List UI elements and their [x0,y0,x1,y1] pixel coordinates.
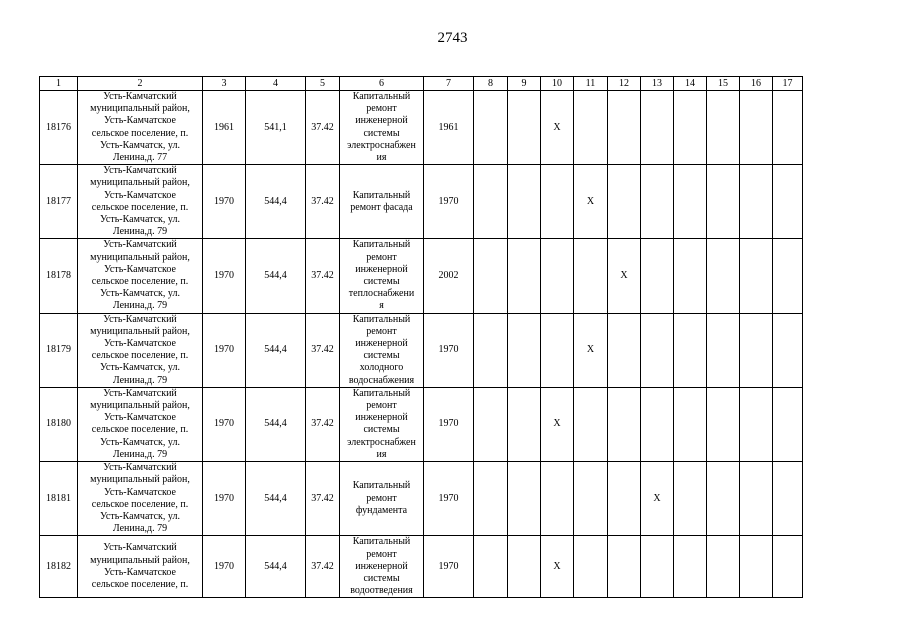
build-year-cell: 1970 [203,462,246,536]
work-type-cell-line: фундамента [355,504,408,516]
address-cell [78,387,203,461]
build-year-cell: 1970 [203,239,246,313]
work-type-cell-line: системы [363,350,400,362]
work-type-cell-line: водоотведения [350,585,413,597]
table-row [40,462,803,536]
code-cell: 37.42 [306,536,340,598]
work-type-cell-line: теплоснабжени [348,288,415,300]
address-cell-line: Ленина,д. 79 [112,374,168,386]
mark-cell [740,462,773,536]
column-header: 1 [40,77,78,91]
mark-cell [707,387,740,461]
column-header: 16 [740,77,773,91]
work-type-cell-line: ремонт фасада [350,201,413,213]
address-cell-line: Усть-Камчатск, ул. [100,510,180,522]
mark-cell [508,91,541,165]
mark-cell [574,536,608,598]
mark-cell [508,462,541,536]
address-cell-line: Усть-Камчатский [103,165,177,177]
mark-cell [574,387,608,461]
mark-cell [641,165,674,239]
mark-cell [773,165,803,239]
address-cell [78,165,203,239]
area-cell: 544,4 [246,462,306,536]
code-cell: 37.42 [306,91,340,165]
address-cell-line: Ленина,д. 79 [112,226,168,238]
area-cell: 541,1 [246,91,306,165]
mark-cell [508,239,541,313]
address-cell-line: Ленина,д. 79 [112,300,168,312]
address-cell-line: Усть-Камчатский [103,91,177,102]
work-type-cell-line: Капитальный [352,480,411,492]
mark-cell: X [541,387,574,461]
data-table [39,76,803,598]
mark-cell: X [574,165,608,239]
address-cell-line: Усть-Камчатский [103,313,177,325]
address-cell-line: Усть-Камчатское [104,486,176,498]
work-type-cell-line: Капитальный [352,313,411,325]
mark-cell [508,313,541,387]
mark-cell [508,387,541,461]
address-cell-line: муниципальный район, [90,103,190,115]
column-header: 8 [474,77,508,91]
address-cell-line: сельское поселение, п. [91,498,189,510]
mark-cell [740,91,773,165]
work-type-cell-line: ремонт [366,251,397,263]
mark-cell: X [608,239,641,313]
work-type-cell-line: инженерной [355,560,408,572]
mark-cell [641,387,674,461]
work-type-cell-line: электроснабжен [347,436,416,448]
address-cell [78,91,203,165]
work-type-cell [340,91,424,165]
mark-cell [707,462,740,536]
work-type-cell-line: я [379,300,384,312]
work-type-cell-line: инженерной [355,338,408,350]
mark-cell [707,536,740,598]
mark-cell [773,387,803,461]
address-cell-line: сельское поселение, п. [91,424,189,436]
area-cell: 544,4 [246,165,306,239]
last-repair-year-cell: 1970 [424,165,474,239]
row-id-cell: 18181 [40,462,78,536]
column-header: 4 [246,77,306,91]
work-type-cell-line: Капитальный [352,239,411,251]
work-type-cell-line: электроснабжен [347,139,416,151]
mark-cell [641,313,674,387]
code-cell: 37.42 [306,239,340,313]
mark-cell [674,91,707,165]
address-cell-line: Усть-Камчатское [104,338,176,350]
address-cell-line: Усть-Камчатский [103,239,177,251]
address-cell-line: сельское поселение, п. [91,276,189,288]
address-cell-line: Усть-Камчатское [104,189,176,201]
mark-cell [740,239,773,313]
address-cell-line: Усть-Камчатский [103,387,177,399]
work-type-cell [340,313,424,387]
build-year-cell: 1961 [203,91,246,165]
address-cell-line: муниципальный район, [90,474,190,486]
mark-cell [574,91,608,165]
column-header: 14 [674,77,707,91]
work-type-cell-line: Капитальный [352,387,411,399]
work-type-cell-line: ия [376,448,387,460]
mark-cell [740,165,773,239]
mark-cell [474,91,508,165]
build-year-cell: 1970 [203,387,246,461]
address-cell-line: Усть-Камчатское [104,412,176,424]
table-row [40,239,803,313]
work-type-cell [340,239,424,313]
last-repair-year-cell: 1970 [424,313,474,387]
build-year-cell: 1970 [203,313,246,387]
mark-cell [608,313,641,387]
code-cell: 37.42 [306,165,340,239]
work-type-cell [340,165,424,239]
mark-cell [474,462,508,536]
address-cell-line: муниципальный район, [90,325,190,337]
mark-cell [773,313,803,387]
table-row [40,165,803,239]
mark-cell: X [541,536,574,598]
code-cell: 37.42 [306,462,340,536]
mark-cell [474,165,508,239]
address-cell-line: Усть-Камчатск, ул. [100,362,180,374]
column-header: 11 [574,77,608,91]
row-id-cell: 18179 [40,313,78,387]
address-cell-line: муниципальный район, [90,251,190,263]
mark-cell: X [574,313,608,387]
mark-cell [541,239,574,313]
mark-cell [608,91,641,165]
mark-cell [474,536,508,598]
address-cell-line: Усть-Камчатский [103,462,177,474]
work-type-cell-line: системы [363,276,400,288]
address-cell-line: Усть-Камчатск, ул. [100,288,180,300]
address-cell-line: сельское поселение, п. [91,350,189,362]
address-cell-line: Ленина,д. 77 [112,152,168,164]
header-row [40,77,803,91]
work-type-cell-line: ремонт [366,400,397,412]
mark-cell [674,239,707,313]
address-cell-line: Усть-Камчатское [104,263,176,275]
address-cell-line: сельское поселение, п. [91,201,189,213]
work-type-cell [340,536,424,598]
mark-cell [773,91,803,165]
mark-cell [674,165,707,239]
address-cell-line: Усть-Камчатское [104,115,176,127]
build-year-cell: 1970 [203,165,246,239]
mark-cell [608,462,641,536]
column-header: 6 [340,77,424,91]
area-cell: 544,4 [246,536,306,598]
mark-cell [674,536,707,598]
work-type-cell [340,387,424,461]
mark-cell [740,536,773,598]
mark-cell [707,165,740,239]
area-cell: 544,4 [246,313,306,387]
column-header: 17 [773,77,803,91]
area-cell: 544,4 [246,387,306,461]
area-cell: 544,4 [246,239,306,313]
address-cell-line: Ленина,д. 79 [112,523,168,535]
mark-cell [641,91,674,165]
address-cell-line: сельское поселение, п. [91,579,189,591]
mark-cell [608,165,641,239]
code-cell: 37.42 [306,387,340,461]
mark-cell [641,536,674,598]
row-id-cell: 18177 [40,165,78,239]
work-type-cell-line: ремонт [366,492,397,504]
last-repair-year-cell: 1970 [424,462,474,536]
mark-cell [474,313,508,387]
address-cell-line: муниципальный район, [90,554,190,566]
mark-cell [474,387,508,461]
mark-cell [474,239,508,313]
column-header: 10 [541,77,574,91]
page-number: 2743 [437,30,468,46]
last-repair-year-cell: 1970 [424,387,474,461]
work-type-cell-line: инженерной [355,263,408,275]
address-cell-line: сельское поселение, п. [91,127,189,139]
address-cell [78,536,203,598]
column-header: 2 [78,77,203,91]
work-type-cell-line: ремонт [366,325,397,337]
column-header: 7 [424,77,474,91]
last-repair-year-cell: 2002 [424,239,474,313]
mark-cell [541,462,574,536]
build-year-cell: 1970 [203,536,246,598]
address-cell-line: Усть-Камчатский [103,542,177,554]
mark-cell [674,387,707,461]
mark-cell [574,239,608,313]
column-header: 13 [641,77,674,91]
work-type-cell [340,462,424,536]
last-repair-year-cell: 1961 [424,91,474,165]
mark-cell [773,536,803,598]
mark-cell [508,165,541,239]
work-type-cell-line: ремонт [366,103,397,115]
row-id-cell: 18178 [40,239,78,313]
table-row [40,387,803,461]
column-header: 12 [608,77,641,91]
work-type-cell-line: системы [363,127,400,139]
code-cell: 37.42 [306,313,340,387]
mark-cell [674,462,707,536]
table-row [40,313,803,387]
address-cell-line: Усть-Камчатск, ул. [100,139,180,151]
mark-cell [707,239,740,313]
mark-cell [740,313,773,387]
last-repair-year-cell: 1970 [424,536,474,598]
mark-cell [574,462,608,536]
table-row [40,91,803,165]
mark-cell [707,313,740,387]
mark-cell [608,536,641,598]
mark-cell [773,462,803,536]
work-type-cell-line: ия [376,152,387,164]
work-type-cell-line: системы [363,572,400,584]
address-cell [78,239,203,313]
work-type-cell-line: Капитальный [352,536,411,548]
address-cell-line: Усть-Камчатск, ул. [100,214,180,226]
mark-cell [541,165,574,239]
address-cell-line: муниципальный район, [90,177,190,189]
mark-cell [740,387,773,461]
mark-cell: X [641,462,674,536]
mark-cell [773,239,803,313]
mark-cell [541,313,574,387]
column-header: 5 [306,77,340,91]
table-row [40,536,803,598]
mark-cell [641,239,674,313]
mark-cell [508,536,541,598]
work-type-cell-line: инженерной [355,115,408,127]
mark-cell [707,91,740,165]
address-cell [78,313,203,387]
address-cell-line: муниципальный район, [90,400,190,412]
work-type-cell-line: системы [363,424,400,436]
row-id-cell: 18180 [40,387,78,461]
column-header: 3 [203,77,246,91]
address-cell-line: Усть-Камчатское [104,566,176,578]
work-type-cell-line: инженерной [355,412,408,424]
column-header: 9 [508,77,541,91]
mark-cell: X [541,91,574,165]
address-cell-line: Ленина,д. 79 [112,448,168,460]
address-cell [78,462,203,536]
row-id-cell: 18182 [40,536,78,598]
work-type-cell-line: водоснабжения [348,374,415,386]
work-type-cell-line: Капитальный [352,189,411,201]
work-type-cell-line: Капитальный [352,91,411,102]
mark-cell [608,387,641,461]
column-header: 15 [707,77,740,91]
work-type-cell-line: холодного [359,362,404,374]
row-id-cell: 18176 [40,91,78,165]
address-cell-line: Усть-Камчатск, ул. [100,436,180,448]
work-type-cell-line: ремонт [366,548,397,560]
mark-cell [674,313,707,387]
